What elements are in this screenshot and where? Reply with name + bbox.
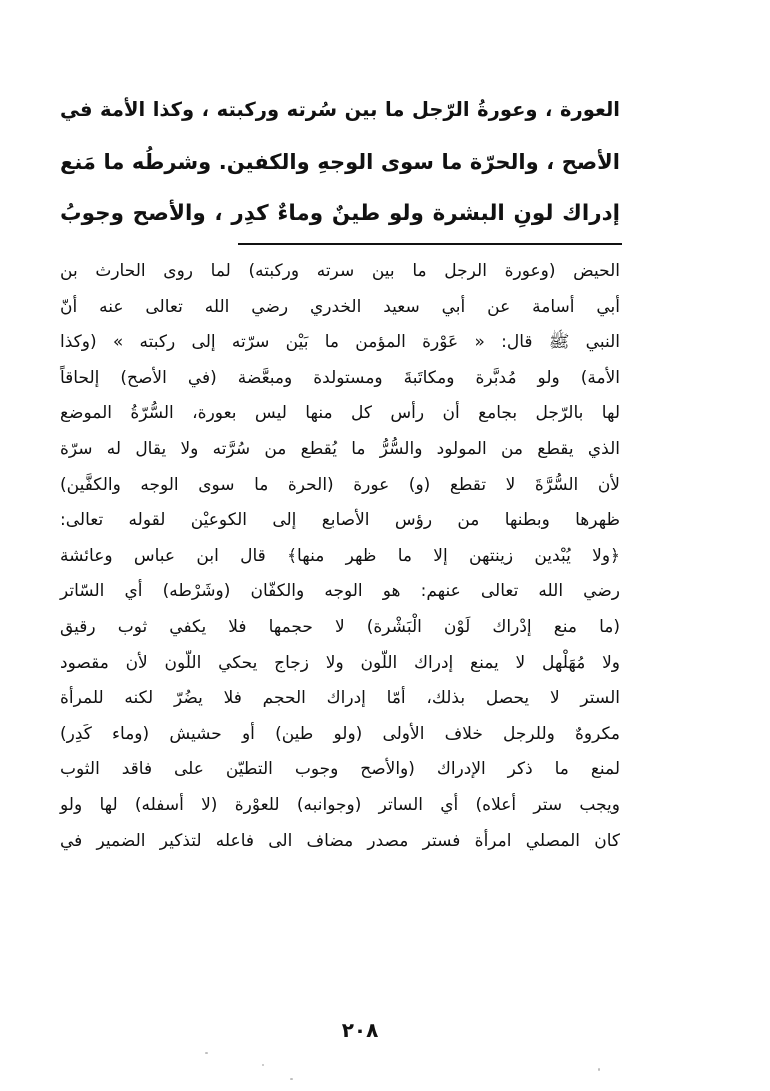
main-text-line: العورة ، وعورةُ الرّجل ما بين سُرته وركبته ، وكذا الأمة في (60, 98, 620, 121)
commentary-line: النبي ﷺ قال: « عَوْرة المؤمن ما بَيْن سرّته إلى ركبته » (وكذا (60, 332, 620, 353)
commentary-line: لأن السُّرَّةَ لا تقطع (و) عورة (الحرة ما سوى الوجه والكفَّين) (60, 474, 620, 495)
commentary-line: ويجب ستر أعلاه) أي الساتر (وجوانبه) للعوْرة (لا أسفله) لها ولو (60, 794, 620, 815)
commentary-block (60, 254, 620, 859)
scan-speck (598, 1068, 600, 1071)
commentary-line: مكروهٌ وللرجل خلاف الأولى (ولو طين) أو حشيش (وماء كَدِر) (60, 723, 620, 744)
commentary-line: رضي الله تعالى عنهم: هو الوجه والكفّان (وشَرْطه) أي السّاتر (60, 581, 620, 602)
page-number: ٢٠٨ (341, 1018, 379, 1042)
commentary-line: ﴿ولا يُبْدين زينتهن إلا ما ظهر منها﴾ قال ابن عباس وعائشة (60, 545, 620, 566)
commentary-line: (ما منع إدْراك لَوْن الْبَشْرة) لا حجمها فلا يكفي ثوب رقيق (60, 616, 620, 637)
commentary-line: كان المصلي امرأة فستر مصدر مضاف الى فاعله لتذكير الضمير في (60, 830, 620, 851)
main-text-block (60, 84, 620, 240)
commentary-line: ولا مُهَلْهل لا يمنع إدراك اللّون ولا زجاج يحكي اللّون لأن مقصود (60, 652, 620, 673)
scan-speck (290, 1078, 293, 1080)
commentary-line: لمنع ما ذكر الإدراك (والأصح وجوب التطيّن على فاقد الثوب (60, 759, 620, 780)
commentary-line: لها بالرّجل بجامع أن رأس كل منها ليس بعورة، السُّرّةُ الموضع (60, 403, 620, 424)
commentary-line: الستر لا يحصل بذلك، أمّا إدراك الحجم فلا يضُرّ لكنه للمرأة (60, 688, 620, 709)
main-text-line: الأصح ، والحرّة ما سوى الوجهِ والكفين. وشرطُه ما مَنع (60, 150, 620, 174)
main-text-line: إدراك لونِ البشرة ولو طينٌ وماءٌ كدِر ، والأصح وجوبُ (60, 201, 620, 226)
commentary-line: ظهرها وبطنها من رؤس الأصابع إلى الكوعيْن لقوله تعالى: (60, 510, 620, 531)
commentary-line: الذي يقطع من المولود والسُّرُّ ما يُقطع من سُرَّته ولا يقال له سرّة (60, 438, 620, 459)
section-divider (238, 243, 622, 245)
commentary-line: أبي أسامة عن أبي سعيد الخدري رضي الله تعالى عنه أنّ (60, 296, 620, 317)
scan-speck (205, 1052, 208, 1054)
commentary-line: الحيض (وعورة الرجل ما بين سرته وركبته) لما روى الحارث بن (60, 261, 620, 281)
commentary-line: الأمة) ولو مُدبَّرة ومكاتَبةَ ومستولدة ومبعَّضة (في الأصح) إلحاقاً (60, 367, 620, 388)
scan-speck (262, 1064, 264, 1066)
